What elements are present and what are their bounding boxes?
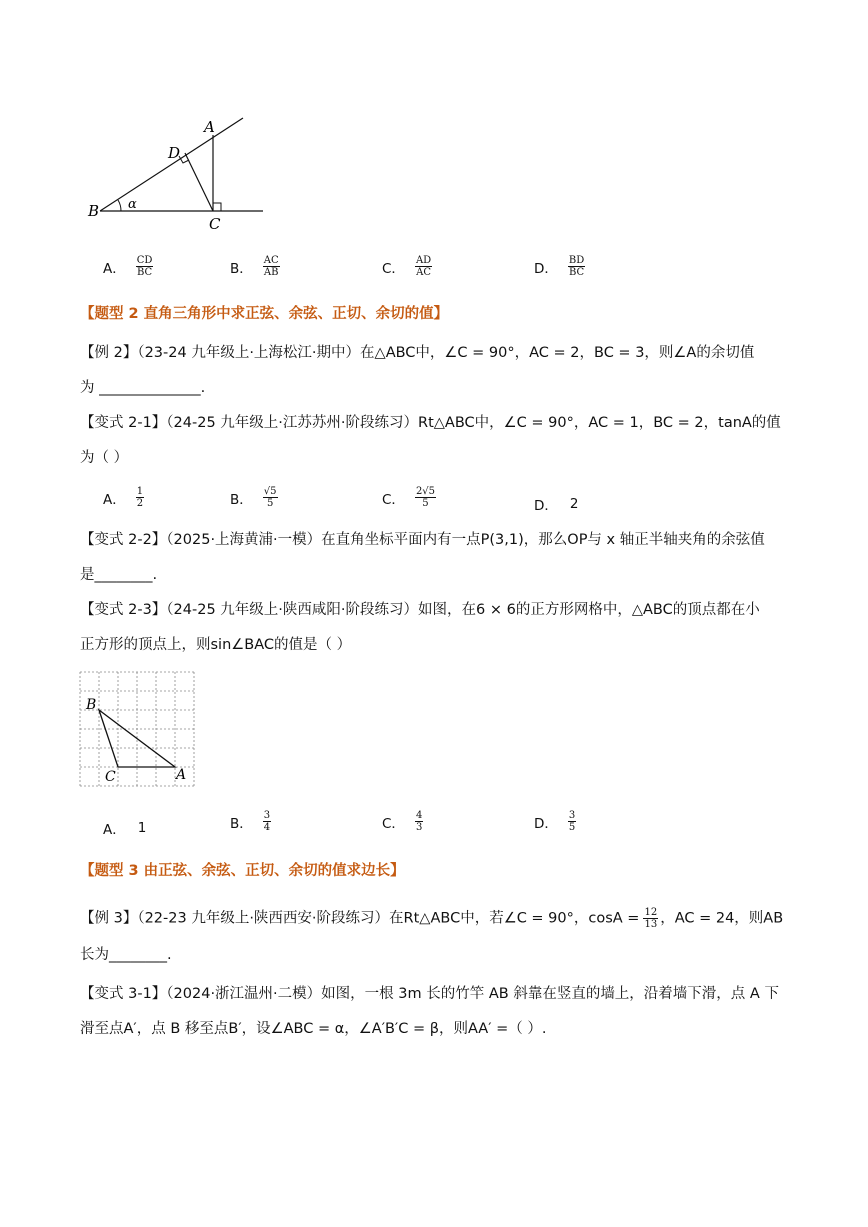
v21-option-c: C． $\frac{2√5}{5}$ [382, 486, 436, 509]
variant-2-3-line-1: 【变式 2-3】（24-25 九年级上·陕西咸阳·阶段练习）如图，在6 × 6的正方形网格中，△ABC的顶点都在小 [80, 602, 760, 618]
grid-label-B: B [86, 697, 97, 713]
variant-3-1-line-2: 滑至点A′，点 B 移至点B′，设∠ABC = α，∠A′B′C = β，则AA′ =（ ）. [80, 1021, 547, 1037]
q1-option-a: A． $\frac{CD}{BC}$ [103, 255, 153, 278]
variant-2-2-line-1: 【变式 2-2】（2025·上海黄浦·一模）在直角坐标平面内有一点P(3,1)，那么OP与 x 轴正半轴夹角的余弦值 [80, 532, 765, 548]
v23-option-c: C． $\frac{4}{3}$ [382, 810, 423, 833]
grid-label-A: A [176, 767, 187, 783]
v21-option-b: B． $\frac{√5}{5}$ [230, 486, 277, 509]
figure-triangle-altitude [80, 112, 280, 237]
figure-grid-triangle [79, 671, 197, 789]
example-3-line-2: 长为________. [80, 947, 172, 963]
label-D: D [168, 144, 181, 162]
variant-2-2-line-2: 是________. [80, 567, 158, 583]
v21-option-a: A． $\frac{1}{2}$ [103, 486, 144, 509]
label-C: C [209, 215, 221, 233]
v23-option-a: A． 1 [103, 820, 147, 838]
variant-3-1-line-1: 【变式 3-1】（2024·浙江温州·二模）如图，一根 3m 长的竹竿 AB 斜靠在竖直的墙上，沿着墙下滑，点 A 下 [80, 986, 779, 1002]
example-3-line-1: 【例 3】（22-23 九年级上·陕西西安·阶段练习）在Rt△ABC中，若∠C = 90°，cosA = $\frac{12}{13}$ ，AC = 24，则AB [80, 907, 784, 930]
variant-2-3-line-2: 正方形的顶点上，则sin∠BAC的值是（ ） [80, 637, 352, 653]
variant-2-1-line-1: 【变式 2-1】（24-25 九年级上·江苏苏州·阶段练习）Rt△ABC中，∠C = 90°，AC = 1，BC = 2，tanA的值 [80, 415, 781, 431]
section-heading-3: 【题型 3 由正弦、余弦、正切、余切的值求边长】 [80, 863, 405, 879]
example-2-line-2: 为 ______________. [80, 380, 206, 396]
v21-option-d: D． 2 [534, 496, 579, 514]
v23-option-b: B． $\frac{3}{4}$ [230, 810, 271, 833]
label-B: B [88, 202, 100, 220]
section-heading-2: 【题型 2 直角三角形中求正弦、余弦、正切、余切的值】 [80, 306, 449, 322]
label-alpha: α [128, 197, 137, 212]
label-A: A [204, 118, 215, 136]
example-2-line-1: 【例 2】（23-24 九年级上·上海松江·期中）在△ABC中，∠C = 90°，AC = 2，BC = 3，则∠A的余切值 [80, 345, 755, 361]
v23-option-d: D． $\frac{3}{5}$ [534, 810, 576, 833]
q1-option-c: C． $\frac{AD}{AC}$ [382, 255, 432, 278]
q1-option-d: D． $\frac{BD}{BC}$ [534, 255, 585, 278]
variant-2-1-line-2: 为（ ） [80, 450, 129, 466]
q1-option-b: B． $\frac{AC}{AB}$ [230, 255, 279, 278]
grid-label-C: C [105, 769, 116, 785]
